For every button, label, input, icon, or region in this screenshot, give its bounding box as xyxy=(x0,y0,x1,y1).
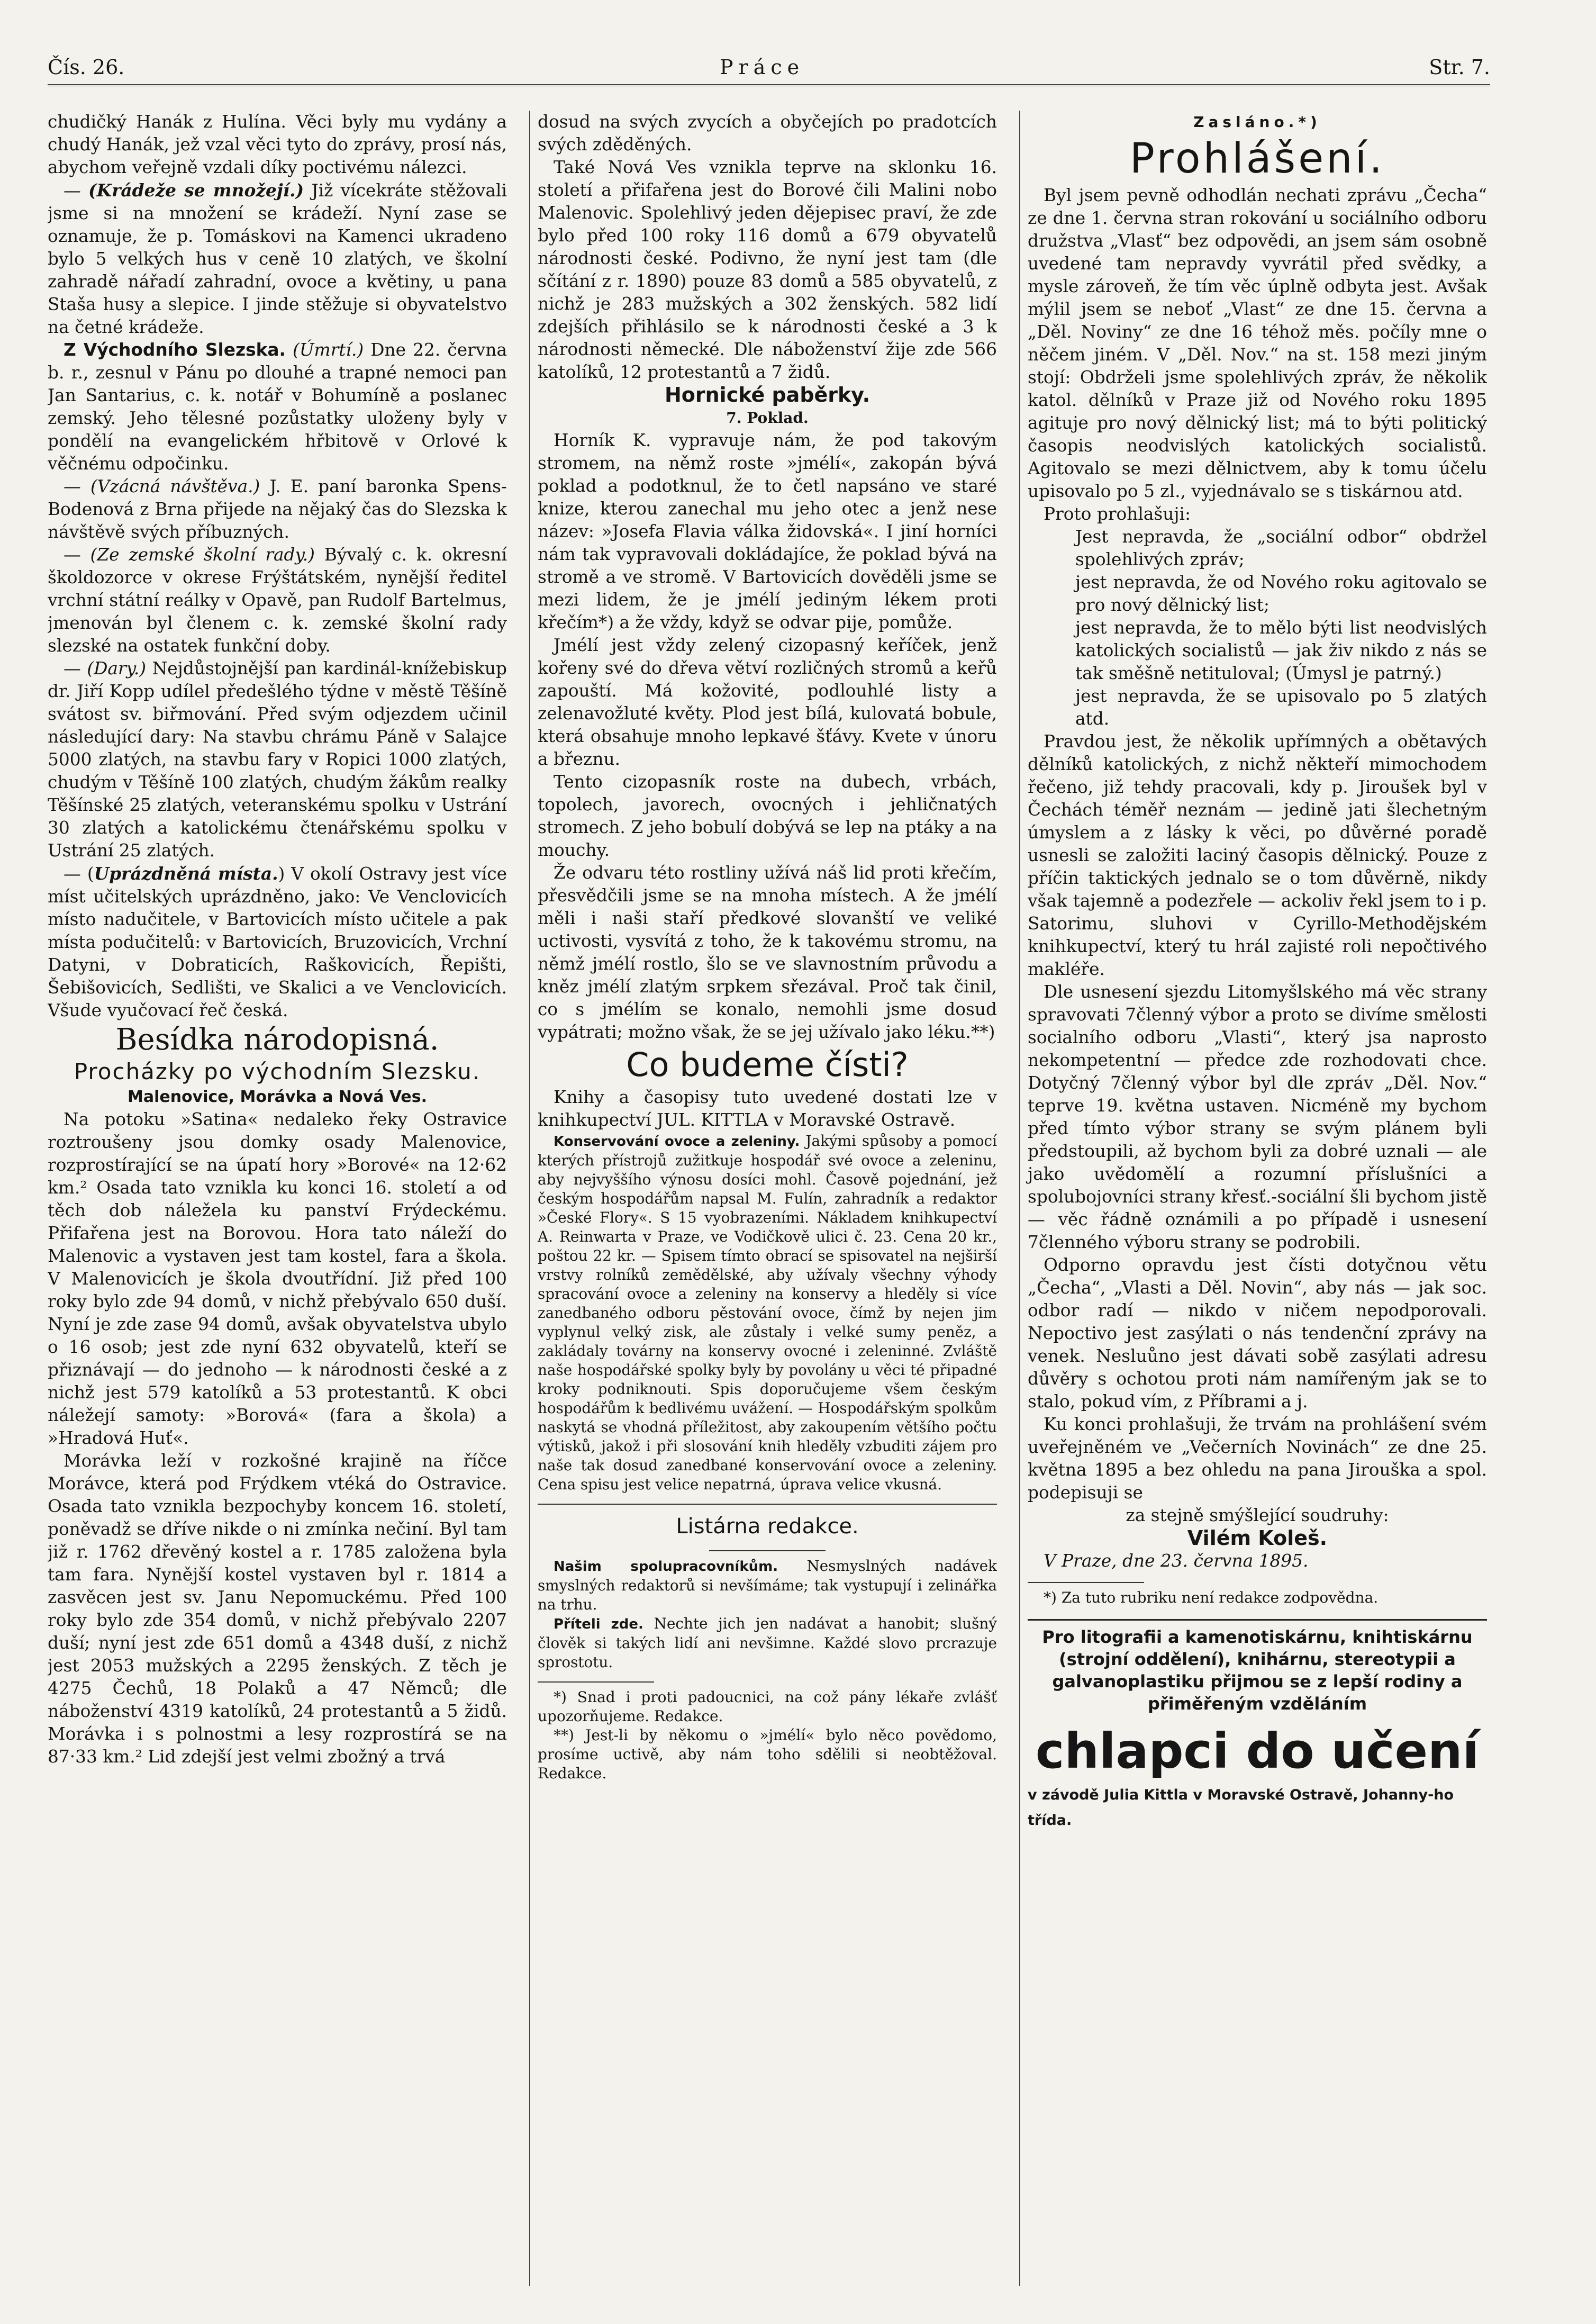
heading-umrti: (Úmrtí.) xyxy=(293,340,364,360)
text-prohlaseni-3: Pravdou jest, že několik upřímných a obětavých dělníků katolických, z nichž někteří mimochodem řečeno, již tehdy pracovali, kdy p. Jiroušek byl v Čechách téměř neznám — jedině jati šlechetným úmyslem a z lásky k věci, po důvěrné poradě usnesli se založiti laciný časopis dělnický. Pouze z příčin taktických jednalo se o tom důvěrně, nikdy však tajemně a podezřele — ackoliv řekl jsem to i p. Satorimu, sluhovi v Cyrillo-Methodějském knihkupectví, který tu hrál zajisté roli nepočtivého makléře. xyxy=(1028,731,1487,979)
ad-address: v závodě Julia Kittla v Moravské Ostravě, Johanny-ho třída. xyxy=(1028,1787,1454,1829)
divider-footnotes xyxy=(538,1681,654,1683)
heading-rada: (Ze zemské školní rady.) xyxy=(90,545,315,565)
article-navsteva: — (Vzácná návštěva.) J. E. paní baronka Spens-Bodenová z Brna přijede na nějaký čas do Slezska k návštěvě svých příbuzných. xyxy=(48,476,507,542)
divider xyxy=(538,1504,997,1505)
text-hornicke-4: Že odvaru této rostliny užívá náš lid proti křečím, přesvědčili jsme se na mnoha místech. A že jmélí měli i naši staří předkové slovanští ve veliké uctivosti, vysvítá z toho, že k takovému stromu, na němž jmélí rostlo, šlo se ve slavnostním průvodu a kněz jmélí zlatým srpkem sřezával. Proč tak činil, co s jmélím se konalo, nemohli jsme dosud vypátrati; možno však, že se jej užívalo jako léku.**) xyxy=(538,863,997,1042)
text-navsteva: J. E. paní baronka Spens-Bodenová z Brna přijede na nějaký čas do Slezska k návštěvě svých příbuzných. xyxy=(48,476,507,542)
column-3 xyxy=(1019,111,1487,2286)
columns xyxy=(48,111,1490,2286)
page-number: Str. 7. xyxy=(1429,56,1490,79)
review-text: Jakými spůsoby a pomocí kterých přístrojů zužitkuje hospodář své ovoce a zeleninu, aby nejvyššího výnosu dosíci mohl. Časově pojednání, jež českým hospodářům napsal M. Fulín, zahradník a redaktor »České Flory«. S 15 vyobrazeními. Nákladem knihkupectví A. Reinwarta v Praze, ve Vodičkově ulici č. 23. Cena 20 kr., poštou 22 kr. — Spisem tímto obrací se spisovatel na nejširší vrstvy rolníků zemědělské, aby užívaly všechny výhody spracování ovoce a zeleniny na konservy a hleděly si více zanedbaného odboru pěstování ovoce, čímž by nejen jim vyplynul velký zisk, ale zůstaly i velké sumy peněz, a zakládaly továrny na konservy ovocné i zeleninné. Zvláště naše hospodářské spolky byly by povolány u věci té připadné kroky podniknouti. Spis doporučujeme všem českým hospodářům k bedlivému uvážení. — Hospodářským spolkům naskytá se vhodná příležitost, aby zakoupením většího počtu výtisků, jakož i při slosování knih hleděly vzbuditi zájem pro naše tak dosud zanedbané konservování ovoce a zeleniny. Cena spisu jest velice nepatrná, úprava velice vkusná. xyxy=(538,1132,997,1493)
advertisement xyxy=(1028,1619,1487,1833)
date-line: V Praze, dne 23. června 1895. xyxy=(1044,1551,1309,1571)
text-co-intro: Knihy a časopisy tuto uvedené dostati lze v knihkupectví JUL. KITTLA v Moravské Ostravě. xyxy=(538,1087,997,1130)
article-umrti xyxy=(48,339,507,475)
text-prohlaseni-1: Byl jsem pevně odhodlán nechati zprávu „Čecha“ ze dne 1. června stran rokování u sociálního odboru družstva „Vlasť“ bez odpovědi, an jsem sám osobně uvedené tam nepravdy vyvrátil před svědky, a mysle zároveň, že tím věc úplně odbyta jest. Avšak mýlil jsem se neboť „Vlast“ ze dne 15. června a „Děl. Noviny“ ze dne 16 téhož měs. počíly mne o něčem jiném. V „Děl. Nov.“ na st. 158 mezi jiným stojí: Obdrželi jsme spolehlivých zpráv, že několik katol. dělníků v Praze již od Nového roku 1895 agituje pro nový dělnický list; má to býti politický časopis neodvislých katolických socialistů. Agitovalo se mezi dělnictvem, aby k tomu účelu upisovalo po 5 zl., vyjednávalo se s tiskárnou atd. xyxy=(1028,185,1487,501)
heading-prochazky: Procházky po východním Slezsku. xyxy=(74,1059,481,1084)
issue-number: Čís. 26. xyxy=(48,56,125,79)
heading-dary: (Dary.) xyxy=(87,658,147,679)
text-hornicke-3: Tento cizopasník roste na dubech, vrbách, topolech, javorech, ovocných i jehličnatých stromech. Z jeho bobulí dobývá se lep na ptáky a na mouchy. xyxy=(538,772,997,860)
text-rada: Bývalý c. k. okresní školdozorce v okrese Frýštátském, nynější ředitel vrchní státní reálky v Opavě, pan Rudolf Bartelmus, jmenován byl členem c. k. zemské školní rady slezské na ostatek funkční doby. xyxy=(48,545,507,656)
footnote-1: *) Snad i proti padoucnici, na což pány lékaře zvlášť upozorňujeme. Redakce. xyxy=(538,1688,997,1725)
declaration-item-2: jest nepravda, že od Nového roku agitovalo se pro nový dělnický list; xyxy=(1075,572,1487,615)
declaration-item-3: jest nepravda, že to mělo býti list neodvislých katolických socialistů — jak živ nikdo z nás se tak směšně netituloval; (Úmysl je patrný.) xyxy=(1075,618,1487,683)
article-dary: — (Dary.) Nejdůstojnější pan kardinál-knížebiskup dr. Jiří Kopp udílel předešlého týdne v městě Těšíně svátost sv. biřmování. Před svým odjezdem učinil následující dary: Na stavbu chrámu Páně v Salajce 5000 zlatých, na stavbu fary v Ropici 1000 zlatých, chudým v Těšíně 100 zlatých, chudým žákům realky Těšínské 25 zlatých, veteranskému spolku v Ustrání 30 zlatých a katolickému čtenářskému spolku v Ustrání 25 zlatých. xyxy=(48,658,507,861)
heading-zaslano: Zasláno.*) xyxy=(1193,113,1321,131)
column-2 xyxy=(529,111,997,2286)
heading-listarna: Listárna redakce. xyxy=(676,1514,859,1539)
text-prohlaseni-6: Ku konci prohlašuji, že trvám na prohlášení svém uveřejněném ve „Večerních Novinách“ ze dne 25. května 1895 a bez ohledu na pana Jirouška a spol. podepisuji se xyxy=(1028,1414,1487,1503)
listarna-text-2: Nechte jich jen nadávat a hanobit; slušný člověk si takých lidí ani nevšimne. Každé slovo prcrazuje sprostotu. xyxy=(538,1615,997,1671)
heading-mista: Uprázdněná místa. xyxy=(94,863,278,884)
page-header xyxy=(48,56,1490,86)
text-malenovice: Na potoku »Satina« nedaleko řeky Ostravice roztroušeny jsou domky osady Malenovice, rozprostírající se na úpatí hory »Borové« na 12·62 km.² Osada tato vznikla ku konci 16. století a od těch dob náležela ku panství Frýdeckému. Přifařena jest na Borovou. Hora tato náleží do Malenovic a vystaven jest tam kostel, fara a škola. V Malenovicích je škola dvoutřídní. Již před 100 roky bylo zde 94 domů, v nichž přebývalo 650 duší. Nyní je zde zase 94 domů, avšak obyvatelstva ubylo o 16 osob; jest zde nyní 632 obyvatelů, kteří se přiznávají — do jednoho — k národnosti české a z nichž jest 579 katolíků a 53 protestantů. K obci náležejí samoty: »Borová« (fara a škola) a »Hradová Huť«. xyxy=(48,1109,507,1448)
article-rada: — (Ze zemské školní rady.) Bývalý c. k. okresní školdozorce v okrese Frýštátském, nynější ředitel vrchní státní reálky v Opavě, pan Rudolf Bartelmus, jmenován byl členem c. k. zemské školní rady slezské na ostatek funkční doby. xyxy=(48,545,507,656)
heading-hornicke: Hornické paběrky. xyxy=(664,383,870,406)
text-kradeze: Již vícekráte stěžovali jsme si na množení se krádeží. Nyní zase se oznamuje, že p. Tomáskovi na Kamenci ukradeno bylo 5 velkých hus v ceně 10 zlatých, ve školní zahradě nářadí zahradní, ovoce a květiny, u pana Staša husy a slepice. I jinde stěžuje si obyvatelstvo na četné krádeže. xyxy=(48,180,507,337)
signature: Vilém Koleš. xyxy=(1187,1526,1328,1550)
text-continued: dosud na svých zvycích a obyčejích po pradotcích svých zděděných. xyxy=(538,112,997,155)
article-kradeze: — (Krádeže se množejí.) Již vícekráte stěžovali jsme si na množení se krádeží. Nyní zase se oznamuje, že p. Tomáskovi na Kamenci ukradeno bylo 5 velkých hus v ceně 10 zlatých, ve školní zahradě nářadí zahradní, ovoce a květiny, u pana Staša husy a slepice. I jinde stěžuje si obyvatelstvo na četné krádeže. xyxy=(48,180,507,337)
text-nova-ves: Také Nová Ves vznikla teprve na sklonku 16. století a přifařena jest do Borové čili Malini nobo Malenovic. Spolehlivý jeden dějepisec praví, že zde bylo před 100 roky 116 domů a 679 obyvatelů národnosti české. Podivno, že nyní jest tam (dle sčítání z r. 1890) pouze 83 domů a 585 obyvatelů, z nichž je 283 mužských a 302 ženských. 582 lidí zdejších přihlásilo se k národnosti české a 3 k národnosti německé. Dle náboženství žije zde 566 katolíků, 12 protestantů a 7 židů. xyxy=(538,157,997,382)
footnote-zaslano: *) Za tuto rubriku není redakce zodpovědna. xyxy=(1044,1589,1379,1606)
heading-vychodni-slezsko: Z Východního Slezska. xyxy=(64,340,286,360)
text-hornicke-2: Jmélí jest vždy zelený cizopasný keříček, jenž kořeny své do dřeva větví rozličných stromů a keřů zapouští. Má kožovité, podlouhlé listy a zelenavožluté květy. Plod jest bílá, kulovatá bobule, která obsahuje mnoho lepkavé šťávy. Kvete v únoru a březnu. xyxy=(538,635,997,769)
text-proto-prohlasuji: Proto prohlašuji: xyxy=(1044,504,1191,524)
review-title: Konservování ovoce a zeleniny. xyxy=(554,1134,800,1150)
listarna-lead-1: Našim spolupracovníkům. xyxy=(554,1559,778,1575)
heading-prohlaseni: Prohlášení. xyxy=(1129,135,1385,183)
text-soudruhy: za stejně smýšlející soudruhy: xyxy=(1126,1505,1389,1525)
article-hanak: chudičký Hanák z Hulína. Věci byly mu vydány a chudý Hanák, jež vzal věci tyto do zprávy, prosí nás, abychom veřejně vzdali díky poctivému nálezci. xyxy=(48,112,507,177)
heading-navsteva: (Vzácná návštěva.) xyxy=(90,476,260,496)
listarna-item-1 xyxy=(538,1557,997,1614)
listarna-text-1: Nesmyslných nadávek smyslných redaktorů si nevšímáme; tak vystupují i zelinářka na trhu. xyxy=(538,1557,997,1613)
subheading-obce: Malenovice, Morávka a Nová Ves. xyxy=(127,1088,428,1106)
text-dary: Nejdůstojnější pan kardinál-knížebiskup dr. Jiří Kopp udílel předešlého týdne v městě Těšíně svátost sv. biřmování. Před svým odjezdem učinil následující dary: Na stavbu chrámu Páně v Salajce 5000 zlatých, na stavbu fary v Ropici 1000 zlatých, chudým v Těšíně 100 zlatých, chudým žákům realky Těšínské 25 zlatých, veteranskému spolku v Ustrání 30 zlatých a katolickému čtenářskému spolku v Ustrání 25 zlatých. xyxy=(48,658,507,861)
ad-intro: Pro litografii a kamenotiskárnu, knihtiskárnu (strojní oddělení), knihárnu, stereotypii a galvanoplastiku přijmou se z lepší rodiny a přiměřeným vzděláním xyxy=(1042,1627,1473,1714)
heading-kradeze: (Krádeže se množejí.) xyxy=(88,180,304,201)
column-1 xyxy=(48,111,507,2286)
text-hornicke-1: Horník K. vypravuje nám, že pod takovým stromem, na němž roste »jmélí«, zakopán bývá poklad a podotknul, že to četl napsáno ve staré knize, kterou zanechal mu jeho otec a jenž nese název: »Josefa Flavia válka židovská«. I jiní horníci nám tak vypravovali dokládajíce, že poklad bývá na stromě a ve stromě. V Bartovicích dověděli jsme se mezi lidem, že je jmélí jediným lékem proti křečím*) a že vždy, když se odvar pije, pomůže. xyxy=(538,430,997,632)
subheading-poklad: 7. Poklad. xyxy=(726,409,809,427)
ad-headline: chlapci do učení xyxy=(1035,1723,1480,1779)
text-moravka: Morávka leží v rozkošné krajině na říčce Morávce, která pod Frýdkem vtéká do Ostravice. Osada tato vznikla bezpochyby koncem 16. století, poněvadž se dříve nikde o ni zmínka nečiní. Byl tam již r. 1762 dřevěný kostel a r. 1785 založena byla tam fara. Nynější kostel vystaven byl r. 1814 a zasvěcen jest sv. Janu Nepomuckému. Před 100 roky bylo zde 354 domů, v nichž přebývalo 2207 duší; nyní jest zde 651 domů a 4348 duší, z nichž jest 2053 mužských a 2295 ženských. Z těch je 4275 Čechů, 18 Polaků a 47 Němců; dle náboženství 4319 katolíků, 24 protestantů a 5 židů. Morávka i s polnostmi a lesy rozprostírá se na 87·33 km.² Lid zdejší jest velmi zbožný a trvá xyxy=(48,1451,507,1767)
text-umrti: Dne 22. června b. r., zesnul v Pánu po dlouhé a trapné nemoci pan Jan Santarius, c. k. notář v Bohumíně a poslanec zemský. Jeho tělesné pozůstatky uloženy byly v pondělí na evangelickém hřbitově v Orlové k věčnému odpočinku. xyxy=(48,340,507,474)
footnote-2: **) Jest-li by někomu o »jmélí« bylo něco povědomo, prosíme uctivě, aby nám toho sdělili si neobtěžoval. Redakce. xyxy=(538,1726,997,1782)
newspaper-title: Práce xyxy=(720,56,805,79)
declaration-item-4: jest nepravda, že se upisovalo po 5 zlatých atd. xyxy=(1075,686,1487,729)
listarna-lead-2: Příteli zde. xyxy=(554,1616,643,1632)
declaration-item-1: Jest nepravda, že „sociální odbor“ obdržel spolehlivých zpráv; xyxy=(1075,527,1487,569)
article-mista: — (Uprázdněná místa.) V okolí Ostravy jest více míst učitelských uprázdněno, jako: Ve Venclovicích místo nadučitele, v Bartovicích místo učitele a pak místa podučitelů: v Bartovicích, Bruzovicích, Vrchní Datyni, v Dobraticích, Raškovicích, Řepišti, Šebišovicích, Sedlišti, ve Skalici a ve Venclovicích. Všude vyučovací řeč česká. xyxy=(48,863,507,1020)
heading-besidka: Besídka národopisná. xyxy=(115,1023,439,1057)
divider-short xyxy=(709,1550,826,1551)
listarna-item-2 xyxy=(538,1614,997,1672)
review-konservovani xyxy=(538,1132,997,1494)
heading-co-budeme-cisti: Co budeme čísti? xyxy=(626,1045,909,1084)
divider-note xyxy=(1028,1582,1144,1583)
text-prohlaseni-5: Odporno opravdu jest čísti dotyčnou větu „Čecha“, „Vlasti a Děl. Novin“, aby nás — jak soc. odbor radí — nikdo v ničem nepodporovali. Nepoctivo jest zasýlati o nás tendenční zprávy na venek. Nesluůno jest dávati sobě zasýlati adresu důvěry s ochotou proti nám namířeným jak se to stalo, pokud vím, z Příbrami a j. xyxy=(1028,1255,1487,1412)
text-prohlaseni-4: Dle usnesení sjezdu Litomyšlského má věc strany spravovati 7členný výbor a proto se divíme smělosti socialního odboru „Vlasti“, který jsa naprosto nekompetentní — předce zde rozhodovati chce. Dotyčný 7členný výbor byl dle zpráv „Děl. Nov.“ teprve 19. května ustaven. Nicméně my bychom před tímto výbor strany se svým plánem byli předstoupili, až bychom byli za dobré uznali — ale jako uvědomělí a rozumní příslušníci a spolubojovníci strany křesť.-sociální šli bychom jistě — věc řádně oznámili a po případě i usnesení 7členného výboru strany se podrobili. xyxy=(1028,982,1487,1252)
text-mista: ) V okolí Ostravy jest více míst učitelských uprázdněno, jako: Ve Venclovicích místo nadučitele, v Bartovicích místo učitele a pak místa podučitelů: v Bartovicích, Bruzovicích, Vrchní Datyni, v Dobraticích, Raškovicích, Řepišti, Šebišovicích, Sedlišti, ve Skalici a ve Venclovicích. Všude vyučovací řeč česká. xyxy=(48,864,507,1020)
